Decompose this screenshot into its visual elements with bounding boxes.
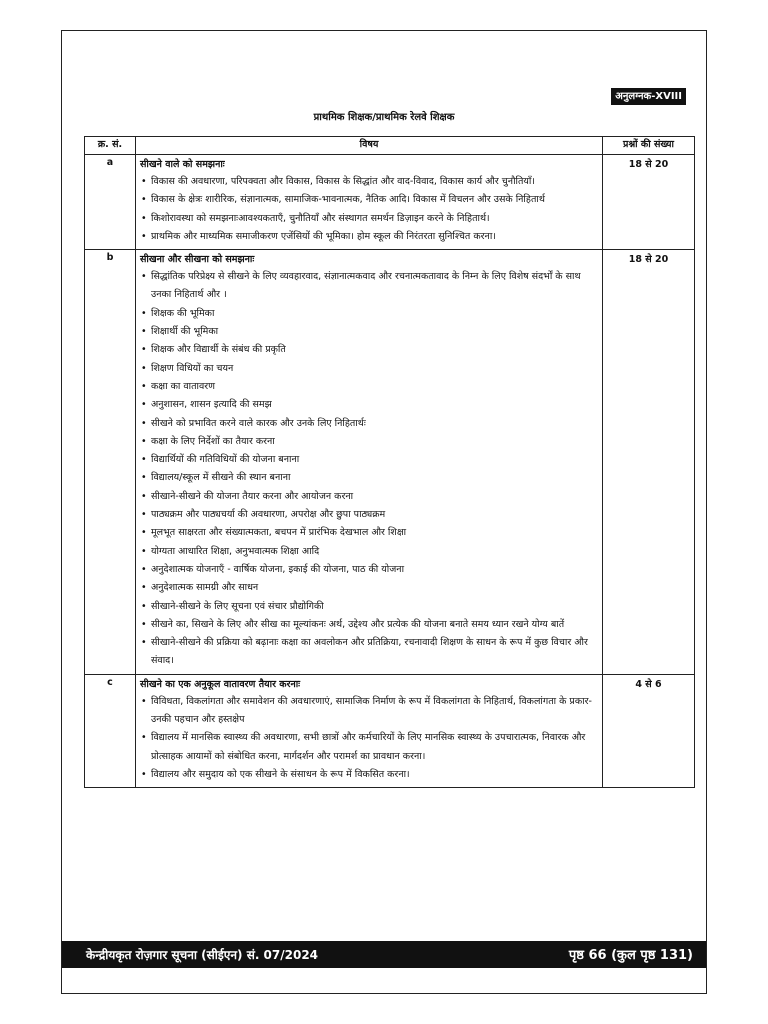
topic-item: • अनुदेशात्मक योजनाएँ - वार्षिक योजना, इकाई की योजना, पाठ की योजना [151,561,598,579]
topic-list [140,268,598,671]
row-serial-number: b [85,250,136,675]
topic-item: • शिक्षक की भूमिका [151,305,598,323]
table-body [85,155,695,788]
topic-item: • विद्यालय में मानसिक स्वास्थ्य की अवधारणा, सभी छात्रों और कर्मचारियों के लिए मानसिक स्वास्थ्य के उपचारात्मक, निवारक और प्रोत्साहक आयामों को संबोधित करना, मार्गदर्शन और परामर्श का प्रावधान करना। [151,729,598,766]
syllabus-table [84,136,695,788]
topic-item: • विकास के क्षेत्रः शारीरिक, संज्ञानात्मक, सामाजिक-भावनात्मक, नैतिक आदि। विकास में विचलन और उसके निहितार्थ [151,191,598,209]
table-header-row [85,137,695,155]
topic-item: • अनुशासन, शासन इत्यादि की समझ [151,396,598,414]
topic-item: • किशोरावस्था को समझनाःआवश्यकताएँ, चुनौतियाँ और संस्थागत समर्थन डिज़ाइन करने के निहितार्थ। [151,210,598,228]
row-question-count: 4 से 6 [603,674,695,787]
topic-item: • कक्षा का वातावरण [151,378,598,396]
row-question-count: 18 से 20 [603,155,695,250]
row-serial-number: a [85,155,136,250]
row-subject-cell [136,250,603,675]
table-row [85,674,695,787]
page-title: प्राथमिक शिक्षक/प्राथमिक रेलवे शिक्षक [313,112,455,123]
topic-item: • प्राथमिक और माध्यमिक समाजीकरण एजेंसियों की भूमिका। होम स्कूल की निरंतरता सुनिश्चित करना। [151,228,598,246]
topic-item: • शिक्षण विधियों का चयन [151,360,598,378]
topic-item: • सीखने को प्रभावित करने वाले कारक और उनके लिए निहितार्थः [151,415,598,433]
row-serial-number: c [85,674,136,787]
table-row [85,155,695,250]
topic-item: • विद्यालय और समुदाय को एक सीखने के संसाधन के रूप में विकसित करना। [151,766,598,784]
topic-item: • विविधता, विकलांगता और समावेशन की अवधारणाएं, सामाजिक निर्माण के रूप में विकलांगता के निहितार्थ, विकलांगता के प्रकार-उनकी पहचान और हस्तक्षेप [151,693,598,730]
topic-item: • सीखने का, सिखने के लिए और सीख का मूल्यांकनः अर्थ, उद्देश्य और प्रत्येक की योजना बनाते समय ध्यान रखने योग्य बातें [151,616,598,634]
header-serial-number: क्र. सं. [85,137,136,155]
footer-bar [62,941,706,968]
topic-item: • शिक्षार्थी की भूमिका [151,323,598,341]
footer-notice-number: केन्द्रीयकृत रोज़गार सूचना (सीईएन) सं. 07/2024 [86,948,319,962]
topic-item: • सीखाने-सीखने के लिए सूचना एवं संचार प्रौद्योगिकी [151,598,598,616]
section-heading: सीखना और सीखना को समझनाः [140,254,255,266]
header-subject: विषय [136,137,603,155]
footer-page-number: पृष्ठ 66 (कुल पृष्ठ 131) [568,948,693,963]
topic-item: • कक्षा के लिए निर्देशों का तैयार करना [151,433,598,451]
page-frame [61,30,707,994]
section-heading: सीखने का एक अनुकूल वातावरण तैयार करनाः [140,678,301,690]
topic-item: • विद्यालय/स्कूल में सीखने की स्थान बनाना [151,469,598,487]
topic-item: • विकास की अवधारणा, परिपक्वता और विकास, विकास के सिद्धांत और वाद-विवाद, विकास कार्य और चुनौतियाँ। [151,173,598,191]
topic-item: • सीखाने-सीखने की प्रक्रिया को बढ़ानाः कक्षा का अवलोकन और प्रतिक्रिया, रचनावादी शिक्षण के साधन के रूप में कुछ विचार और संवाद। [151,634,598,671]
topic-item: • सीखाने-सीखने की योजना तैयार करना और आयोजन करना [151,488,598,506]
row-question-count: 18 से 20 [603,250,695,675]
row-subject-cell [136,155,603,250]
topic-list [140,173,598,246]
topic-item: • विद्यार्थियों की गतिविधियों की योजना बनाना [151,451,598,469]
topic-item: • पाठ्यक्रम और पाठ्यचर्या की अवधारणा, अपरोक्ष और छुपा पाठ्यक्रम [151,506,598,524]
annex-label: अनुलग्नक-XVIII [611,88,686,105]
header-question-count: प्रश्नों की संख्या [603,137,695,155]
section-heading: सीखने वाले को समझनाः [140,159,225,170]
topic-item: • योग्यता आधारित शिक्षा, अनुभवात्मक शिक्षा आदि [151,543,598,561]
row-subject-cell [136,674,603,787]
topic-item: • शिक्षक और विद्यार्थी के संबंध की प्रकृति [151,341,598,359]
topic-item: • सिद्धांतिक परिप्रेक्ष्य से सीखने के लिए व्यवहारवाद, संज्ञानात्मकवाद और रचनात्मकतावाद के निम्न के लिए विशेष संदर्भों के साथ उनका निहितार्थ और । [151,268,598,305]
topic-list [140,693,598,784]
table-row [85,250,695,675]
topic-item: • मूलभूत साक्षरता और संख्यात्मकता, बचपन में प्रारंभिक देखभाल और शिक्षा [151,524,598,542]
topic-item: • अनुदेशात्मक सामग्री और साधन [151,579,598,597]
